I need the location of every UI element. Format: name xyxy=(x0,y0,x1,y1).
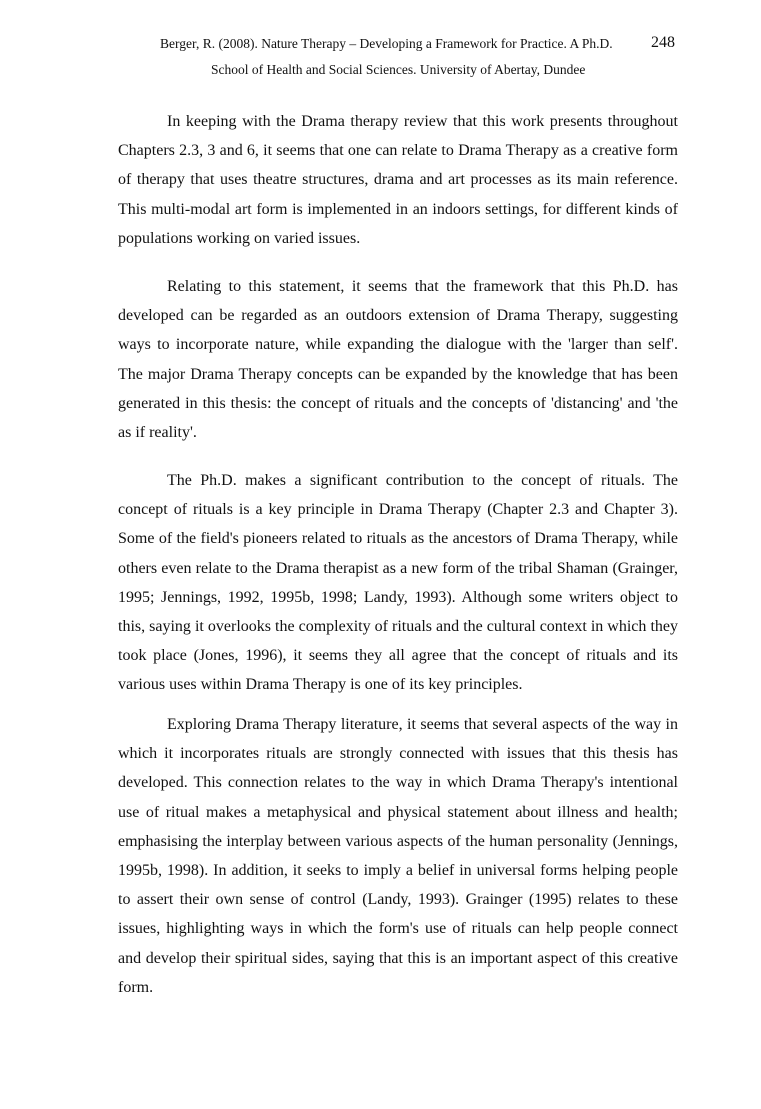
body-paragraph: Relating to this statement, it seems that the framework that this Ph.D. has developed can be regarded as an outdoors extension of Drama Therapy, suggesting ways to incorporate nature, while expanding the dialogue with the 'larger than self'. The major Drama Therapy concepts can be expanded by the knowledge that has been generated in this thesis: the concept of rituals and the concepts of 'distancing' and 'the as if reality'. xyxy=(118,278,678,442)
header-institution: School of Health and Social Sciences. University of Abertay, Dundee xyxy=(211,62,586,77)
page-number: 248 xyxy=(651,34,675,51)
body-paragraph: In keeping with the Drama therapy review that this work presents throughout Chapters 2.3, 3 and 6, it seems that one can relate to Drama Therapy as a creative form of therapy that uses theatre structures, drama and art processes as its main reference. This multi-modal art form is implemented in an indoors settings, for different kinds of populations working on varied issues. xyxy=(118,113,678,247)
body-paragraph: Exploring Drama Therapy literature, it seems that several aspects of the way in which it incorporates rituals are strongly connected with issues that this thesis has developed. This connection relates to the way in which Drama Therapy's intentional use of ritual makes a metaphysical and physical statement about illness and health; emphasising the interplay between various aspects of the human personality (Jennings, 1995b, 1998). In addition, it seeks to imply a belief in universal forms helping people to assert their own sense of control (Landy, 1993). Grainger (1995) relates to these issues, highlighting ways in which the form's use of rituals can help people connect and develop their spiritual sides, saying that this is an important aspect of this creative form. xyxy=(118,716,678,996)
body-paragraph: The Ph.D. makes a significant contribution to the concept of rituals. The concept of rituals is a key principle in Drama Therapy (Chapter 2.3 and Chapter 3). Some of the field's pioneers related to rituals as the ancestors of Drama Therapy, while others even relate to the Drama therapist as a new form of the tribal Shaman (Grainger, 1995; Jennings, 1992, 1995b, 1998; Landy, 1993). Although some writers object to this, saying it overlooks the complexity of rituals and the cultural context in which they took place (Jones, 1996), it seems they all agree that the concept of rituals and its various uses within Drama Therapy is one of its key principles. xyxy=(118,472,678,694)
header-citation: Berger, R. (2008). Nature Therapy – Developing a Framework for Practice. A Ph.D. xyxy=(160,36,613,51)
